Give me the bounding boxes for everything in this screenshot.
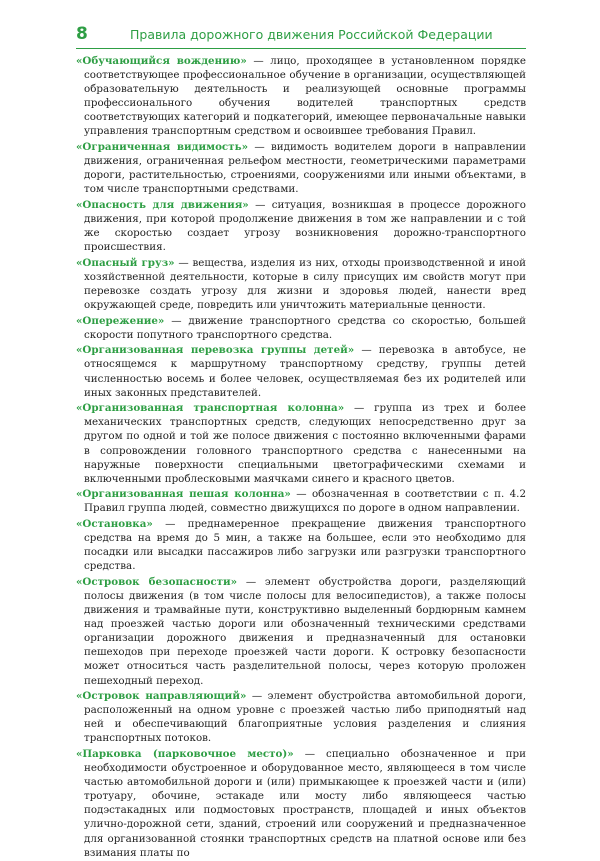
definitions-list (76, 54, 526, 861)
page-number: 8 (76, 24, 88, 44)
definition-entry (76, 140, 526, 196)
definition-text: — группа из трех и более механических транспортных средств, следующих непосредственно друг за другом по одной и той же полосе движения с постоянно включенными фарами в сопровождении головного транспортного средства с нанесенными на наружные поверхности специальными цветографическими схемами и включенными проблесковыми маячками синего и красного цветов. (84, 402, 526, 485)
definition-text: — лицо, проходящее в установленном порядке соответствующее профессиональное обучение в организации, осуществляющей образовательную деятельность и реализующей основные программы профессионального обучения водителей транспортных средств соответствующих категорий и подкатегорий, имеющее первоначальные навыки управления транспортным средством и освоившее требования Правил. (84, 55, 526, 138)
definition-entry (76, 575, 526, 688)
definition-term: «Островок безопасности» (76, 575, 238, 588)
definition-entry (76, 747, 526, 860)
definition-entry (76, 401, 526, 486)
page-header (76, 20, 526, 49)
definition-text: — элемент обустройства автомобильной дороги, расположенный на одном уровне с проезжей частью либо приподнятый над ней и обеспечивающий благоприятные условия разделения и слияния транспортных потоков. (84, 690, 526, 745)
definition-text: — ситуация, возникшая в процессе дорожного движения, при которой продолжение движения в том же направлении и с той же скоростью создает угрозу возникновения дорожно-транспортного происшествия. (84, 198, 526, 254)
definition-entry (76, 517, 526, 573)
definition-entry (76, 487, 526, 515)
definition-text: — вещества, изделия из них, отходы производственной и иной хозяйственной деятельности, которые в силу присущих им свойств могут при перевозке создать угрозу для жизни и здоровья людей, нанести вред окружающей среде, повредить или уничтожить материальные ценности. (84, 256, 527, 312)
definition-term: «Опасность для движения» (76, 198, 249, 211)
definition-text: — специально обозначенное и при необходимости обустроенное и оборудованное место, являющееся в том числе частью автомобильной дороги и (или) примыкающее к проезжей части и (или) тротуару, обочине, эстакаде или мосту либо являющееся частью подэстакадных или подмостовых пространств, площадей и иных объектов улично-дорожной сети, зданий, строений или сооружений и предназначенное для организованной стоянки транспортных средств на платной основе или без взимания платы по (84, 748, 526, 859)
definition-text: — видимость водителем дороги в направлении движения, ограниченная рельефом местности, геометрическими параметрами дороги, растительностью, строениями, сооружениями или иными объектами, в том числе транспортными средствами. (84, 141, 526, 196)
definition-term: «Организованная перевозка группы детей» (76, 344, 355, 357)
definition-term: «Опасный груз» (76, 256, 175, 269)
running-title: Правила дорожного движения Российской Федерации (130, 27, 493, 42)
definition-term: «Парковка (парковочное место)» (76, 748, 294, 760)
definition-term: «Островок направляющий» (76, 690, 247, 703)
definition-entry (76, 198, 526, 254)
definition-entry (76, 689, 526, 745)
definition-term: «Остановка» (76, 518, 153, 530)
definition-entry (76, 54, 526, 139)
definition-text: — перевозка в автобусе, не относящемся к маршрутному транспортному средству, группы детей численностью восемь и более человек, осуществляемая без их родителей или иных законных представителей. (84, 344, 527, 399)
definition-text: — преднамеренное прекращение движения транспортного средства на время до 5 мин, а также на большее, если это необходимо для посадки или высадки пассажиров либо загрузки или разгрузки транспортного средства. (84, 518, 526, 573)
definition-term: «Организованная транспортная колонна» (76, 402, 345, 415)
definition-text: — движение транспортного средства со скоростью, большей скорости попутного транспортного средства. (84, 314, 526, 341)
definition-entry (76, 314, 526, 342)
definition-entry (76, 343, 526, 399)
definition-text: — обозначенная в соответствии с п. 4.2 Правил группа людей, совместно движущихся по дороге в одном направлении. (84, 488, 527, 515)
definition-term: «Обучающийся вождению» (76, 55, 247, 67)
definition-entry (76, 256, 526, 312)
definition-text: — элемент обустройства дороги, разделяющий полосы движения (в том числе полосы для велосипедистов), а также полосы движения и трамвайные пути, конструктивно выделенный бордюрным камнем над проезжей частью дороги или обозначенный техническими средствами организации дорожного движения и предназначенный для остановки пешеходов при переходе проезжей части дороги. К островку безопасности может относиться часть разделительной полосы, через которую проложен пешеходный переход. (84, 575, 526, 687)
definition-term: «Организованная пешая колонна» (76, 488, 291, 501)
definition-term: «Опережение» (76, 314, 165, 327)
definition-term: «Ограниченная видимость» (76, 141, 249, 154)
